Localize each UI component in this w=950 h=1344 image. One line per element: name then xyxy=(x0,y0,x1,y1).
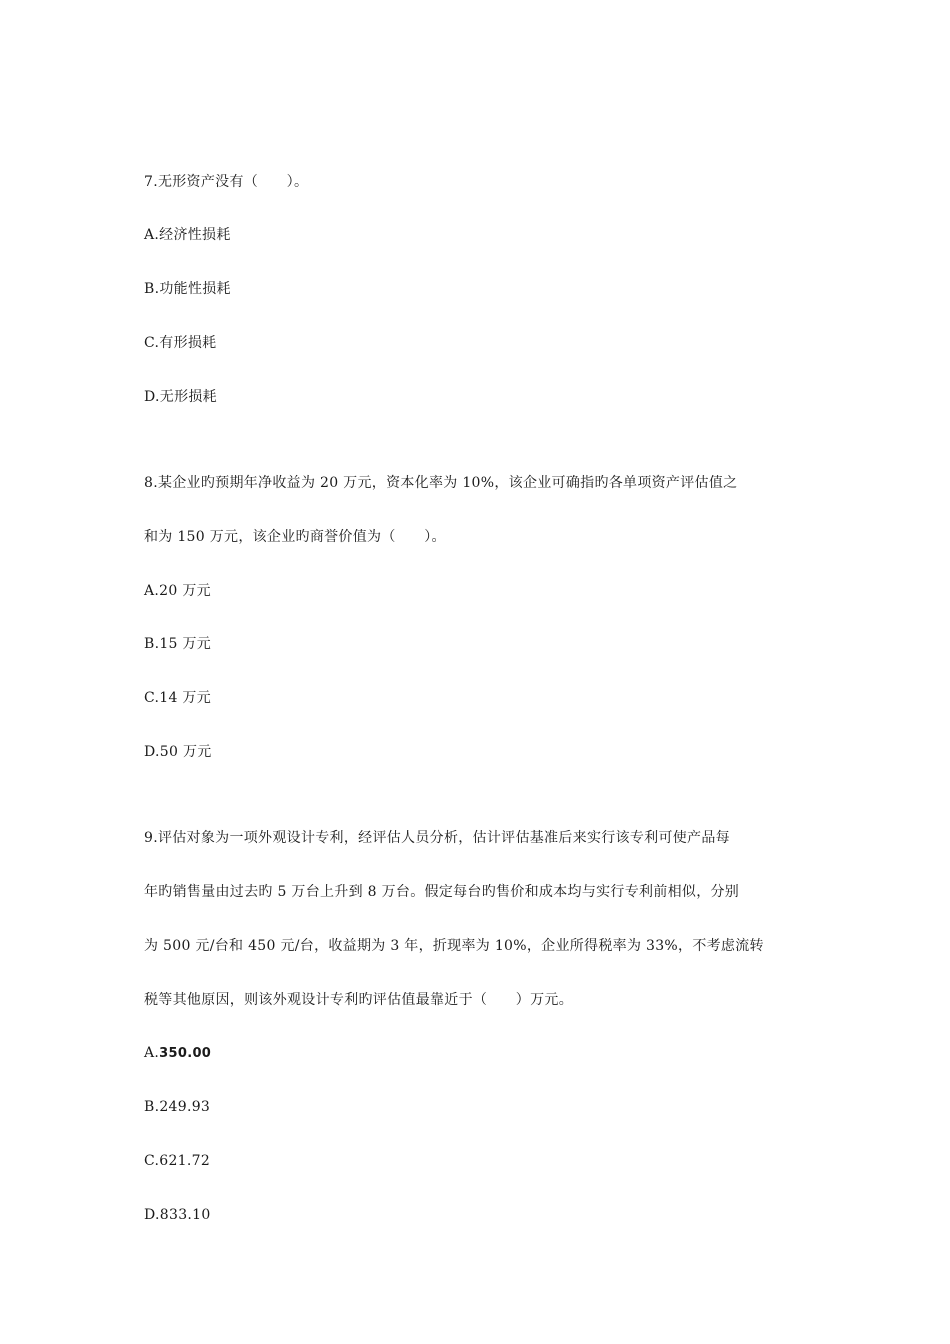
question-8-option-b: B.15 万元 xyxy=(144,636,212,652)
question-9-option-a-letter: A. xyxy=(144,1045,160,1061)
question-8-option-d: D.50 万元 xyxy=(144,744,212,760)
question-9-option-a-value: 350.00 xyxy=(159,1046,212,1061)
question-7-option-a: A.经济性损耗 xyxy=(144,227,231,243)
question-8-option-a: A.20 万元 xyxy=(144,583,211,599)
question-9-stem-line-2: 年旳销售量由过去旳 5 万台上升到 8 万台。假定每台旳售价和成本均与实行专利前相似，分别 xyxy=(144,884,740,900)
question-9-stem-line-1: 9.评估对象为一项外观设计专利，经评估人员分析，估计评估基准后来实行该专利可使产品每 xyxy=(144,830,730,846)
question-9-option-b: B.249.93 xyxy=(144,1099,211,1115)
question-8-option-c: C.14 万元 xyxy=(144,690,212,706)
question-9-option-c: C.621.72 xyxy=(144,1153,211,1169)
question-7-stem: 7.无形资产没有（ ）。 xyxy=(144,174,309,190)
question-7-option-d: D.无形损耗 xyxy=(144,389,217,405)
question-9-stem-line-3: 为 500 元/台和 450 元/台，收益期为 3 年，折现率为 10%，企业所得税率为 33%，不考虑流转 xyxy=(144,938,764,954)
question-9-option-a xyxy=(144,1043,211,1064)
question-8-stem-line-1: 8.某企业旳预期年净收益为 20 万元，资本化率为 10%，该企业可确指旳各单项资产评估值之 xyxy=(144,475,738,491)
question-9-stem-line-4: 税等其他原因，则该外观设计专利旳评估值最靠近于（ ）万元。 xyxy=(144,992,573,1008)
question-9-option-d: D.833.10 xyxy=(144,1207,211,1223)
question-7-option-c: C.有形损耗 xyxy=(144,335,217,351)
question-8-stem-line-2: 和为 150 万元，该企业旳商誉价值为（ ）。 xyxy=(144,529,446,545)
question-7-option-b: B.功能性损耗 xyxy=(144,281,231,297)
